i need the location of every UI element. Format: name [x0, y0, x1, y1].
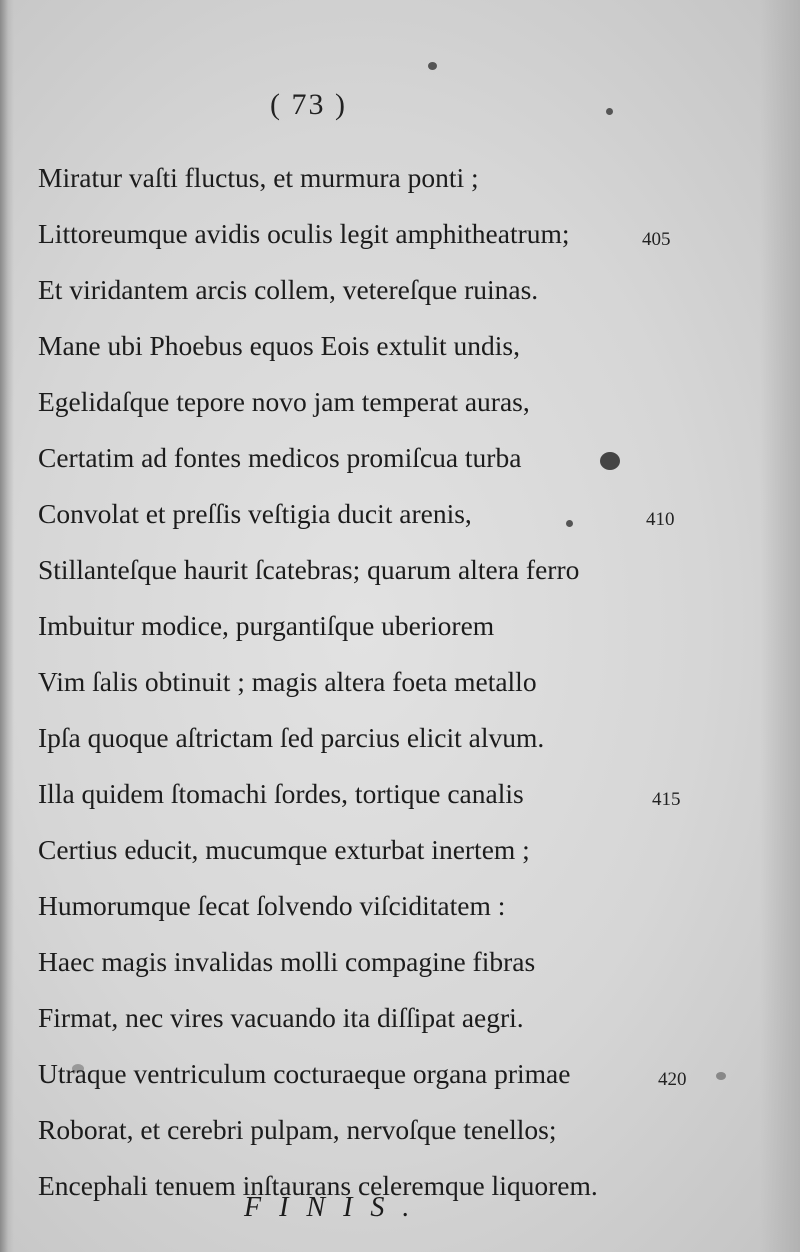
verse-line-text: Mane ubi Phoebus equos Eois extulit undis,: [38, 330, 520, 361]
verse-line: [38, 934, 738, 990]
page-edge-shadow: [760, 0, 800, 1252]
verse-line: [38, 150, 738, 206]
verse-line: [38, 542, 738, 598]
page-number: ( 73 ): [270, 88, 347, 121]
verse-line: [38, 598, 738, 654]
verse-line: [38, 878, 738, 934]
verse-line-text: Miratur vaſti fluctus, et murmura ponti ;: [38, 162, 479, 193]
line-number: 410: [646, 509, 675, 530]
verse-line-text: Firmat, nec vires vacuando ita diſſipat aegri.: [38, 1002, 524, 1033]
verse-line-text: Haec magis invalidas molli compagine fibras: [38, 946, 536, 977]
verse-line-text: Certatim ad fontes medicos promiſcua turba: [38, 442, 522, 473]
verse-line-text: Certius educit, mucumque exturbat inertem ;: [38, 834, 530, 865]
verse-line-text: Stillanteſque haurit ſcatebras; quarum altera ferro: [38, 554, 580, 585]
verse-line-text: Humorumque ſecat ſolvendo viſciditatem :: [38, 890, 506, 921]
verse-text: [38, 150, 738, 1214]
verse-line-text: Illa quidem ſtomachi ſordes, tortique canalis: [38, 778, 524, 809]
verse-line: [38, 766, 738, 822]
verse-line-text: Littoreumque avidis oculis legit amphitheatrum;: [38, 218, 570, 249]
verse-line-text: Encephali tenuem inſtaurans celeremque liquorem.: [38, 1170, 598, 1201]
finis-heading: FINIS.: [244, 1192, 428, 1223]
verse-line: [38, 486, 738, 542]
paper-speck: [606, 108, 613, 115]
verse-line-text: Egelidaſque tepore novo jam temperat auras,: [38, 386, 530, 417]
verse-line: [38, 654, 738, 710]
verse-line-text: Vim ſalis obtinuit ; magis altera foeta metallo: [38, 666, 537, 697]
verse-line-text: Imbuitur modice, purgantiſque uberiorem: [38, 610, 495, 641]
line-number: 415: [652, 789, 681, 810]
verse-line-text: Roborat, et cerebri pulpam, nervoſque tenellos;: [38, 1114, 557, 1145]
verse-line-text: Convolat et preſſis veſtigia ducit arenis,: [38, 498, 472, 529]
verse-line: [38, 262, 738, 318]
verse-line-text: Utraque ventriculum cocturaeque organa primae: [38, 1058, 571, 1089]
verse-line-text: Ipſa quoque aſtrictam ſed parcius elicit alvum.: [38, 722, 545, 753]
verse-line: [38, 430, 738, 486]
verse-line: [38, 374, 738, 430]
paper-speck: [428, 62, 437, 70]
verse-line-text: Et viridantem arcis collem, vetereſque ruinas.: [38, 274, 539, 305]
verse-line: [38, 822, 738, 878]
verse-line: [38, 206, 738, 262]
verse-line: [38, 1102, 738, 1158]
verse-line: [38, 990, 738, 1046]
line-number: 420: [658, 1069, 687, 1090]
page-gutter-shadow: [0, 0, 14, 1252]
verse-line: [38, 1046, 738, 1102]
line-number: 405: [642, 229, 671, 250]
verse-line: [38, 318, 738, 374]
verse-line: [38, 710, 738, 766]
